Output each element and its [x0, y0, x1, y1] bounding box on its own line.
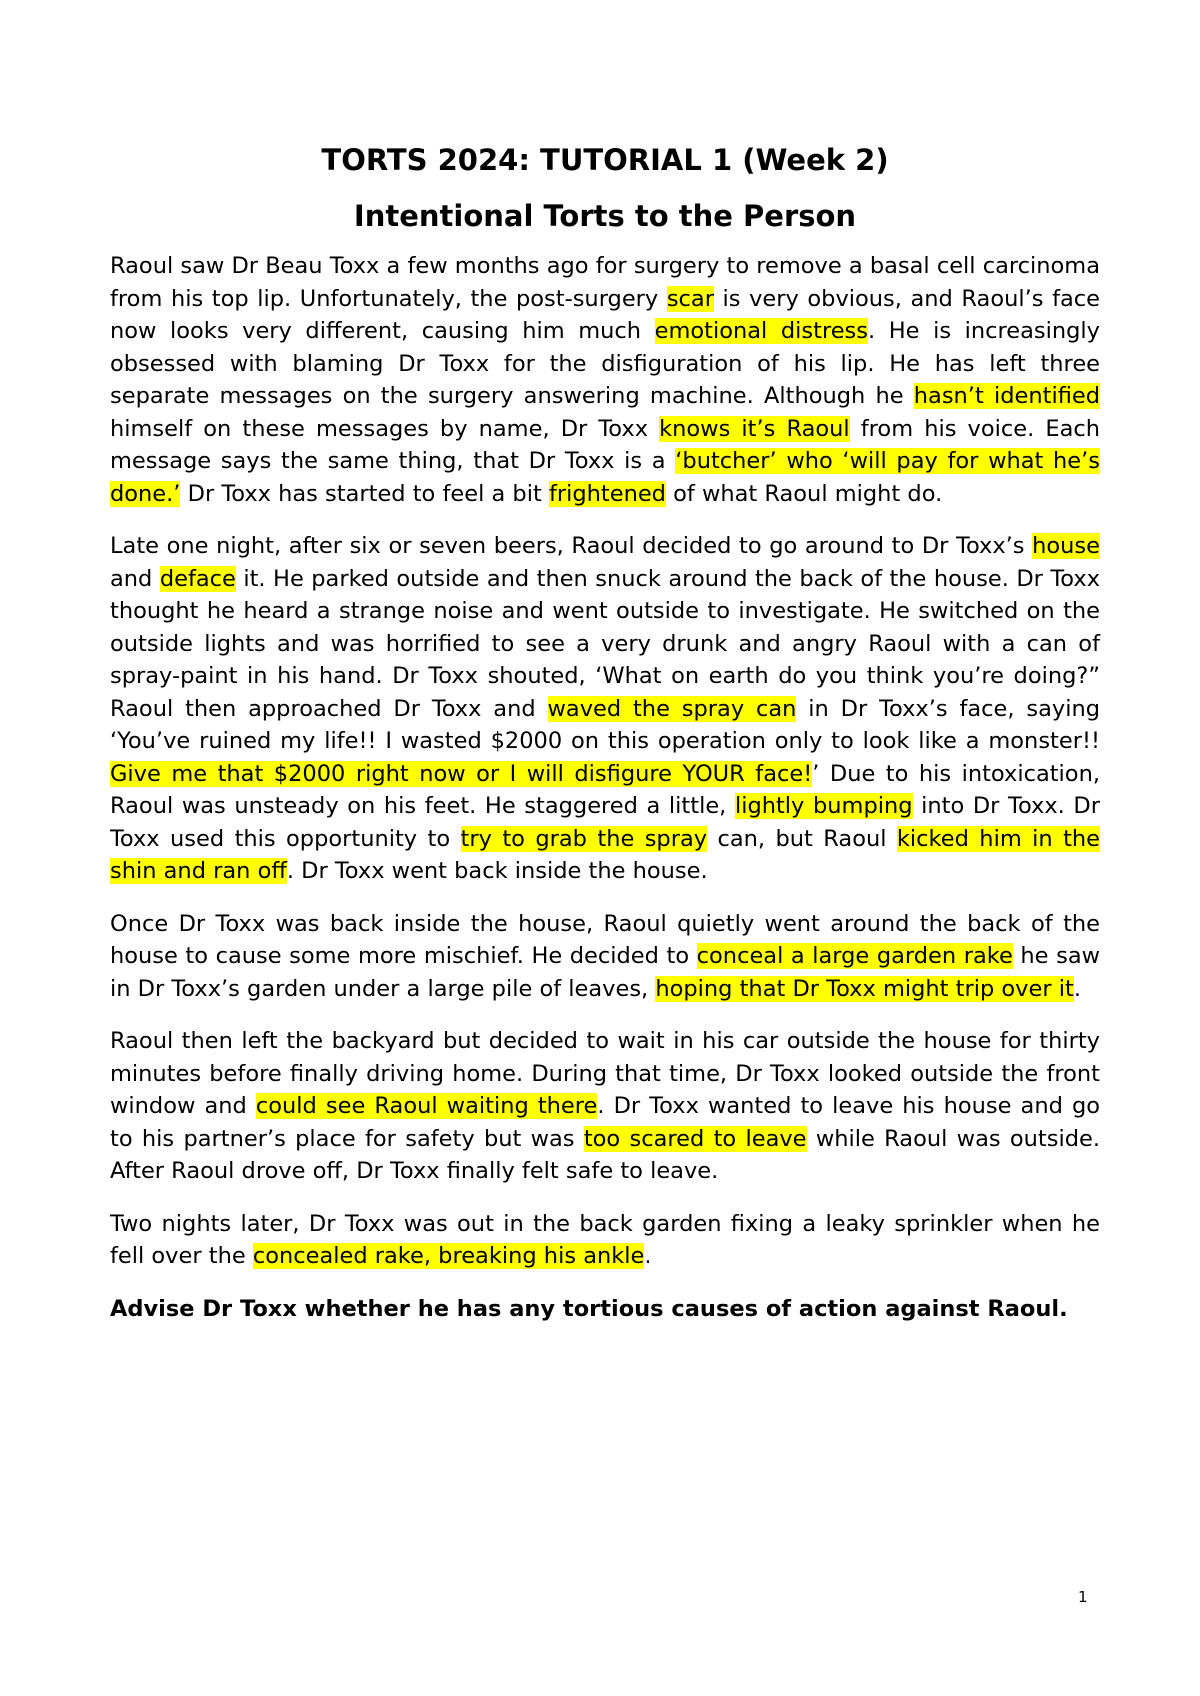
body-paragraph: [110, 1208, 1100, 1273]
highlighted-text: Give me that $2000 right now or I will disfigure YOUR face!: [110, 760, 813, 787]
text-segment: can, but Raoul: [707, 825, 897, 852]
text-segment: into Dr Toxx. Dr Toxx used this opportunity to: [110, 793, 1101, 852]
text-segment: from his voice. Each message says the same thing, that Dr Toxx is a: [110, 415, 1100, 474]
document-title: TORTS 2024: TUTORIAL 1 (Week 2): [321, 143, 889, 177]
highlighted-text: waved the spray can: [547, 695, 797, 722]
highlighted-text: knows it’s Raoul: [659, 415, 850, 442]
text-segment: while Raoul was outside. After Raoul drove off, Dr Toxx finally felt safe to leave.: [110, 1125, 1100, 1184]
highlighted-text: try to grab the spray: [460, 825, 708, 852]
highlighted-text: concealed rake, breaking his ankle: [252, 1243, 645, 1269]
document-subtitle: Intentional Torts to the Person: [353, 199, 857, 233]
text-segment: and: [110, 565, 160, 592]
text-segment: .: [1073, 975, 1081, 1002]
text-segment: himself on these messages by name, Dr Toxx: [110, 415, 660, 442]
text-segment: Raoul saw Dr Beau Toxx a few months ago for surgery to remove a basal cell carcinoma from his top lip. Unfortunately, the post-surgery: [110, 253, 1100, 312]
question-text: Advise Dr Toxx whether he has any tortious causes of action against Raoul.: [110, 1295, 1068, 1322]
text-segment: of what Raoul might do.: [665, 480, 943, 507]
text-segment: . Dr Toxx wanted to leave his house and go to his partner’s place for safety but was: [110, 1093, 1100, 1152]
highlighted-text: deface: [159, 565, 236, 592]
body-paragraph: [110, 250, 1100, 510]
highlighted-text: too scared to leave: [583, 1125, 807, 1152]
text-segment: is very obvious, and Raoul’s face now looks very different, causing him much: [110, 285, 1101, 344]
highlighted-text: hasn’t identified: [913, 383, 1100, 409]
text-segment: in Dr Toxx’s face, saying ‘You’ve ruined my life!! I wasted $2000 on this operation only to look like a monster!!: [110, 695, 1100, 754]
highlighted-text: kicked him in the shin and ran off: [110, 825, 1101, 884]
highlighted-text: lightly bumping: [734, 793, 913, 819]
highlighted-text: hoping that Dr Toxx might trip over it: [655, 975, 1074, 1002]
text-segment: Dr Toxx has started to feel a bit: [180, 480, 549, 507]
text-segment: he saw in Dr Toxx’s garden under a large pile of leaves,: [110, 943, 1101, 1002]
text-segment: . He is increasingly obsessed with blaming Dr Toxx for the disfiguration of his lip. He has left three separate messages on the surgery answering machine. Although he: [110, 318, 1100, 409]
highlighted-text: conceal a large garden rake: [696, 943, 1013, 969]
document-body: [110, 250, 1100, 1273]
text-segment: it. He parked outside and then snuck around the back of the house. Dr Toxx thought he heard a strange noise and went outside to investigate. He switched on the outside lights and was horrified to see a very drunk and angry Raoul with a can of spray-paint in his hand. Dr Toxx shouted, ‘What on earth do you think you’re doing?” Raoul then approached Dr Toxx and: [110, 565, 1101, 722]
highlighted-text: scar: [666, 285, 714, 312]
text-segment: . Dr Toxx went back inside the house.: [286, 858, 708, 884]
highlighted-text: could see Raoul waiting there: [255, 1093, 598, 1119]
body-paragraph: [110, 908, 1100, 1006]
highlighted-text: emotional distress: [654, 318, 869, 344]
highlighted-text: ‘butcher’ who ‘will pay for what he’s done.’: [110, 448, 1100, 507]
page-number: 1: [1078, 1588, 1088, 1606]
text-segment: .: [644, 1243, 652, 1269]
text-segment: Raoul then left the backyard but decided to wait in his car outside the house for thirty minutes before finally driving home. During that time, Dr Toxx looked outside the front window and: [110, 1028, 1100, 1119]
text-segment: Late one night, after six or seven beers, Raoul decided to go around to Dr Toxx’s: [110, 533, 1033, 559]
text-segment: ’ Due to his intoxication, Raoul was unsteady on his feet. He staggered a little,: [110, 760, 1100, 819]
text-segment: Once Dr Toxx was back inside the house, Raoul quietly went around the back of the house to cause some more mischief. He decided to: [110, 910, 1100, 969]
text-segment: Two nights later, Dr Toxx was out in the back garden fixing a leaky sprinkler when he fell over the: [110, 1210, 1100, 1269]
body-paragraph: [110, 530, 1100, 888]
document-page: [110, 140, 1100, 1326]
highlighted-text: house: [1032, 533, 1100, 559]
body-paragraph: [110, 1025, 1100, 1188]
highlighted-text: frightened: [548, 480, 666, 507]
